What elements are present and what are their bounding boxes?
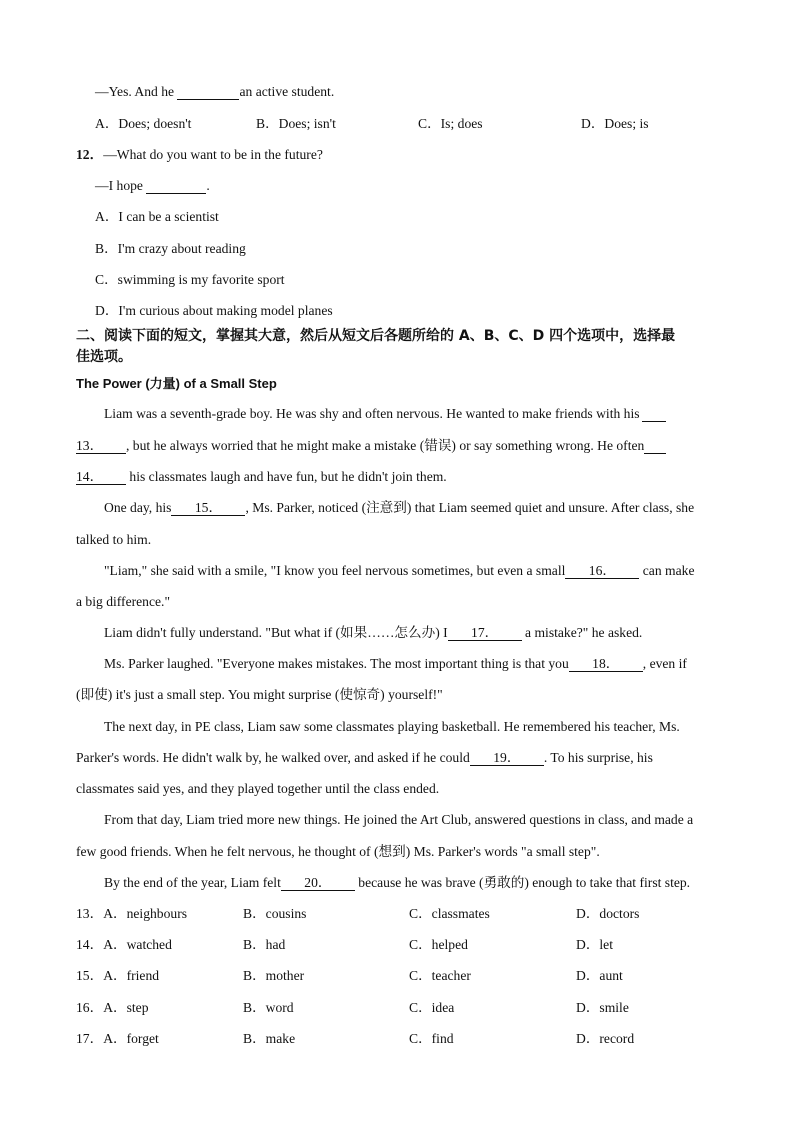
passage-line: Liam didn't fully understand. "But what if (如果……怎么办) I 17． a mistake?" he asked. [104,625,643,640]
choice-option[interactable]: D．aunt [576,968,623,983]
passage-line: (即使) it's just a small step. You might surprise (使惊奇) yourself!" [76,687,443,702]
passage-line: few good friends. When he felt nervous, he thought of (想到) Ms. Parker's words "a small step". [76,844,600,859]
choice-row-17: 17．A．forget [76,1031,159,1046]
choice-option[interactable]: C．classmates [409,906,490,921]
q11-option-b[interactable]: B．Does; isn't [256,116,336,131]
passage-line: talked to him. [76,532,152,547]
blank-20[interactable]: 20． [281,875,355,891]
blank-13[interactable]: 13． [76,438,126,454]
blank-18[interactable]: 18． [569,656,643,672]
choice-option[interactable]: B．had [243,937,286,952]
blank-19[interactable]: 19． [470,750,544,766]
choice-option[interactable]: A．forget [103,1031,159,1046]
choice-option[interactable]: D．let [576,937,613,952]
passage-line: a big difference." [76,594,170,609]
choice-row-14: 14．A．watched [76,937,172,952]
section-heading: 二、阅读下面的短文，掌握其大意，然后从短文后各题所给的 A、B、C、D 四个选项中，选择最 [76,328,676,344]
q12-option-c[interactable]: C．swimming is my favorite sport [95,272,285,287]
choice-option[interactable]: C．teacher [409,968,471,983]
passage-line: "Liam," she said with a smile, "I know you feel nervous sometimes, but even a small 16． can make [104,563,695,578]
q11-line: —Yes. And he an active student. [95,84,335,99]
blank-15[interactable]: 15． [171,500,245,516]
choice-option[interactable]: D．doctors [576,906,640,921]
choice-option[interactable]: A．friend [103,968,160,983]
passage-line: 14． his classmates laugh and have fun, but he didn't join them. [76,469,447,484]
passage-line: Ms. Parker laughed. "Everyone makes mistakes. The most important thing is that you 18． , even if [104,656,687,671]
q12-option-a[interactable]: A．I can be a scientist [95,209,219,224]
choice-row-16: 16．A．step [76,1000,149,1015]
choice-row-15: 15．A．friend [76,968,160,983]
q12-option-b[interactable]: B．I'm crazy about reading [95,241,246,256]
passage-line: From that day, Liam tried more new things. He joined the Art Club, answered questions in class, and made a [104,812,694,827]
choice-option[interactable]: B．cousins [243,906,307,921]
choice-option[interactable]: D．record [576,1031,635,1046]
q12-option-d[interactable]: D．I'm curious about making model planes [95,303,333,318]
passage-line: classmates said yes, and they played together until the class ended. [76,781,440,796]
choice-option[interactable]: C．helped [409,937,468,952]
blank-17[interactable]: 17． [448,625,522,641]
passage-line: The next day, in PE class, Liam saw some classmates playing basketball. He remembered his teacher, Ms. [104,719,680,734]
answer-blank[interactable] [146,178,206,194]
section-heading-cont: 佳选项。 [76,349,132,365]
choice-option[interactable]: A．neighbours [103,906,188,921]
blank-14[interactable]: 14． [76,469,126,485]
choice-option[interactable]: D．smile [576,1000,629,1015]
choice-option[interactable]: A．watched [103,937,172,952]
choice-option[interactable]: A．step [103,1000,149,1015]
passage-line: Liam was a seventh-grade boy. He was shy and often nervous. He wanted to make friends with his [104,405,666,423]
choice-option[interactable]: B．mother [243,968,305,983]
passage-line: 13． , but he always worried that he might make a mistake (错误) or say something wrong. He often [76,437,666,455]
q11-option-c[interactable]: C．Is; does [418,116,483,131]
blank-16[interactable]: 16． [565,563,639,579]
choice-row-13: 13．A．neighbours [76,906,188,921]
passage-line: Parker's words. He didn't walk by, he walked over, and asked if he could 19． . To his surprise, his [76,750,653,765]
passage-line: By the end of the year, Liam felt 20． because he was brave (勇敢的) enough to take that first step. [104,875,691,890]
choice-option[interactable]: C．idea [409,1000,455,1015]
passage-line: One day, his 15． , Ms. Parker, noticed (注意到) that Liam seemed quiet and unsure. After class, she [104,500,695,515]
q12-question: 12．—What do you want to be in the future? [76,147,323,162]
q11-option-d[interactable]: D．Does; is [581,116,649,131]
choice-option[interactable]: B．word [243,1000,294,1015]
q11-option-a[interactable]: A．Does; doesn't [95,116,192,131]
choice-option[interactable]: B．make [243,1031,296,1046]
passage-title: The Power (力量) of a Small Step [76,376,277,391]
q12-answer-line: —I hope . [95,178,210,193]
choice-option[interactable]: C．find [409,1031,454,1046]
answer-blank[interactable] [177,84,239,100]
